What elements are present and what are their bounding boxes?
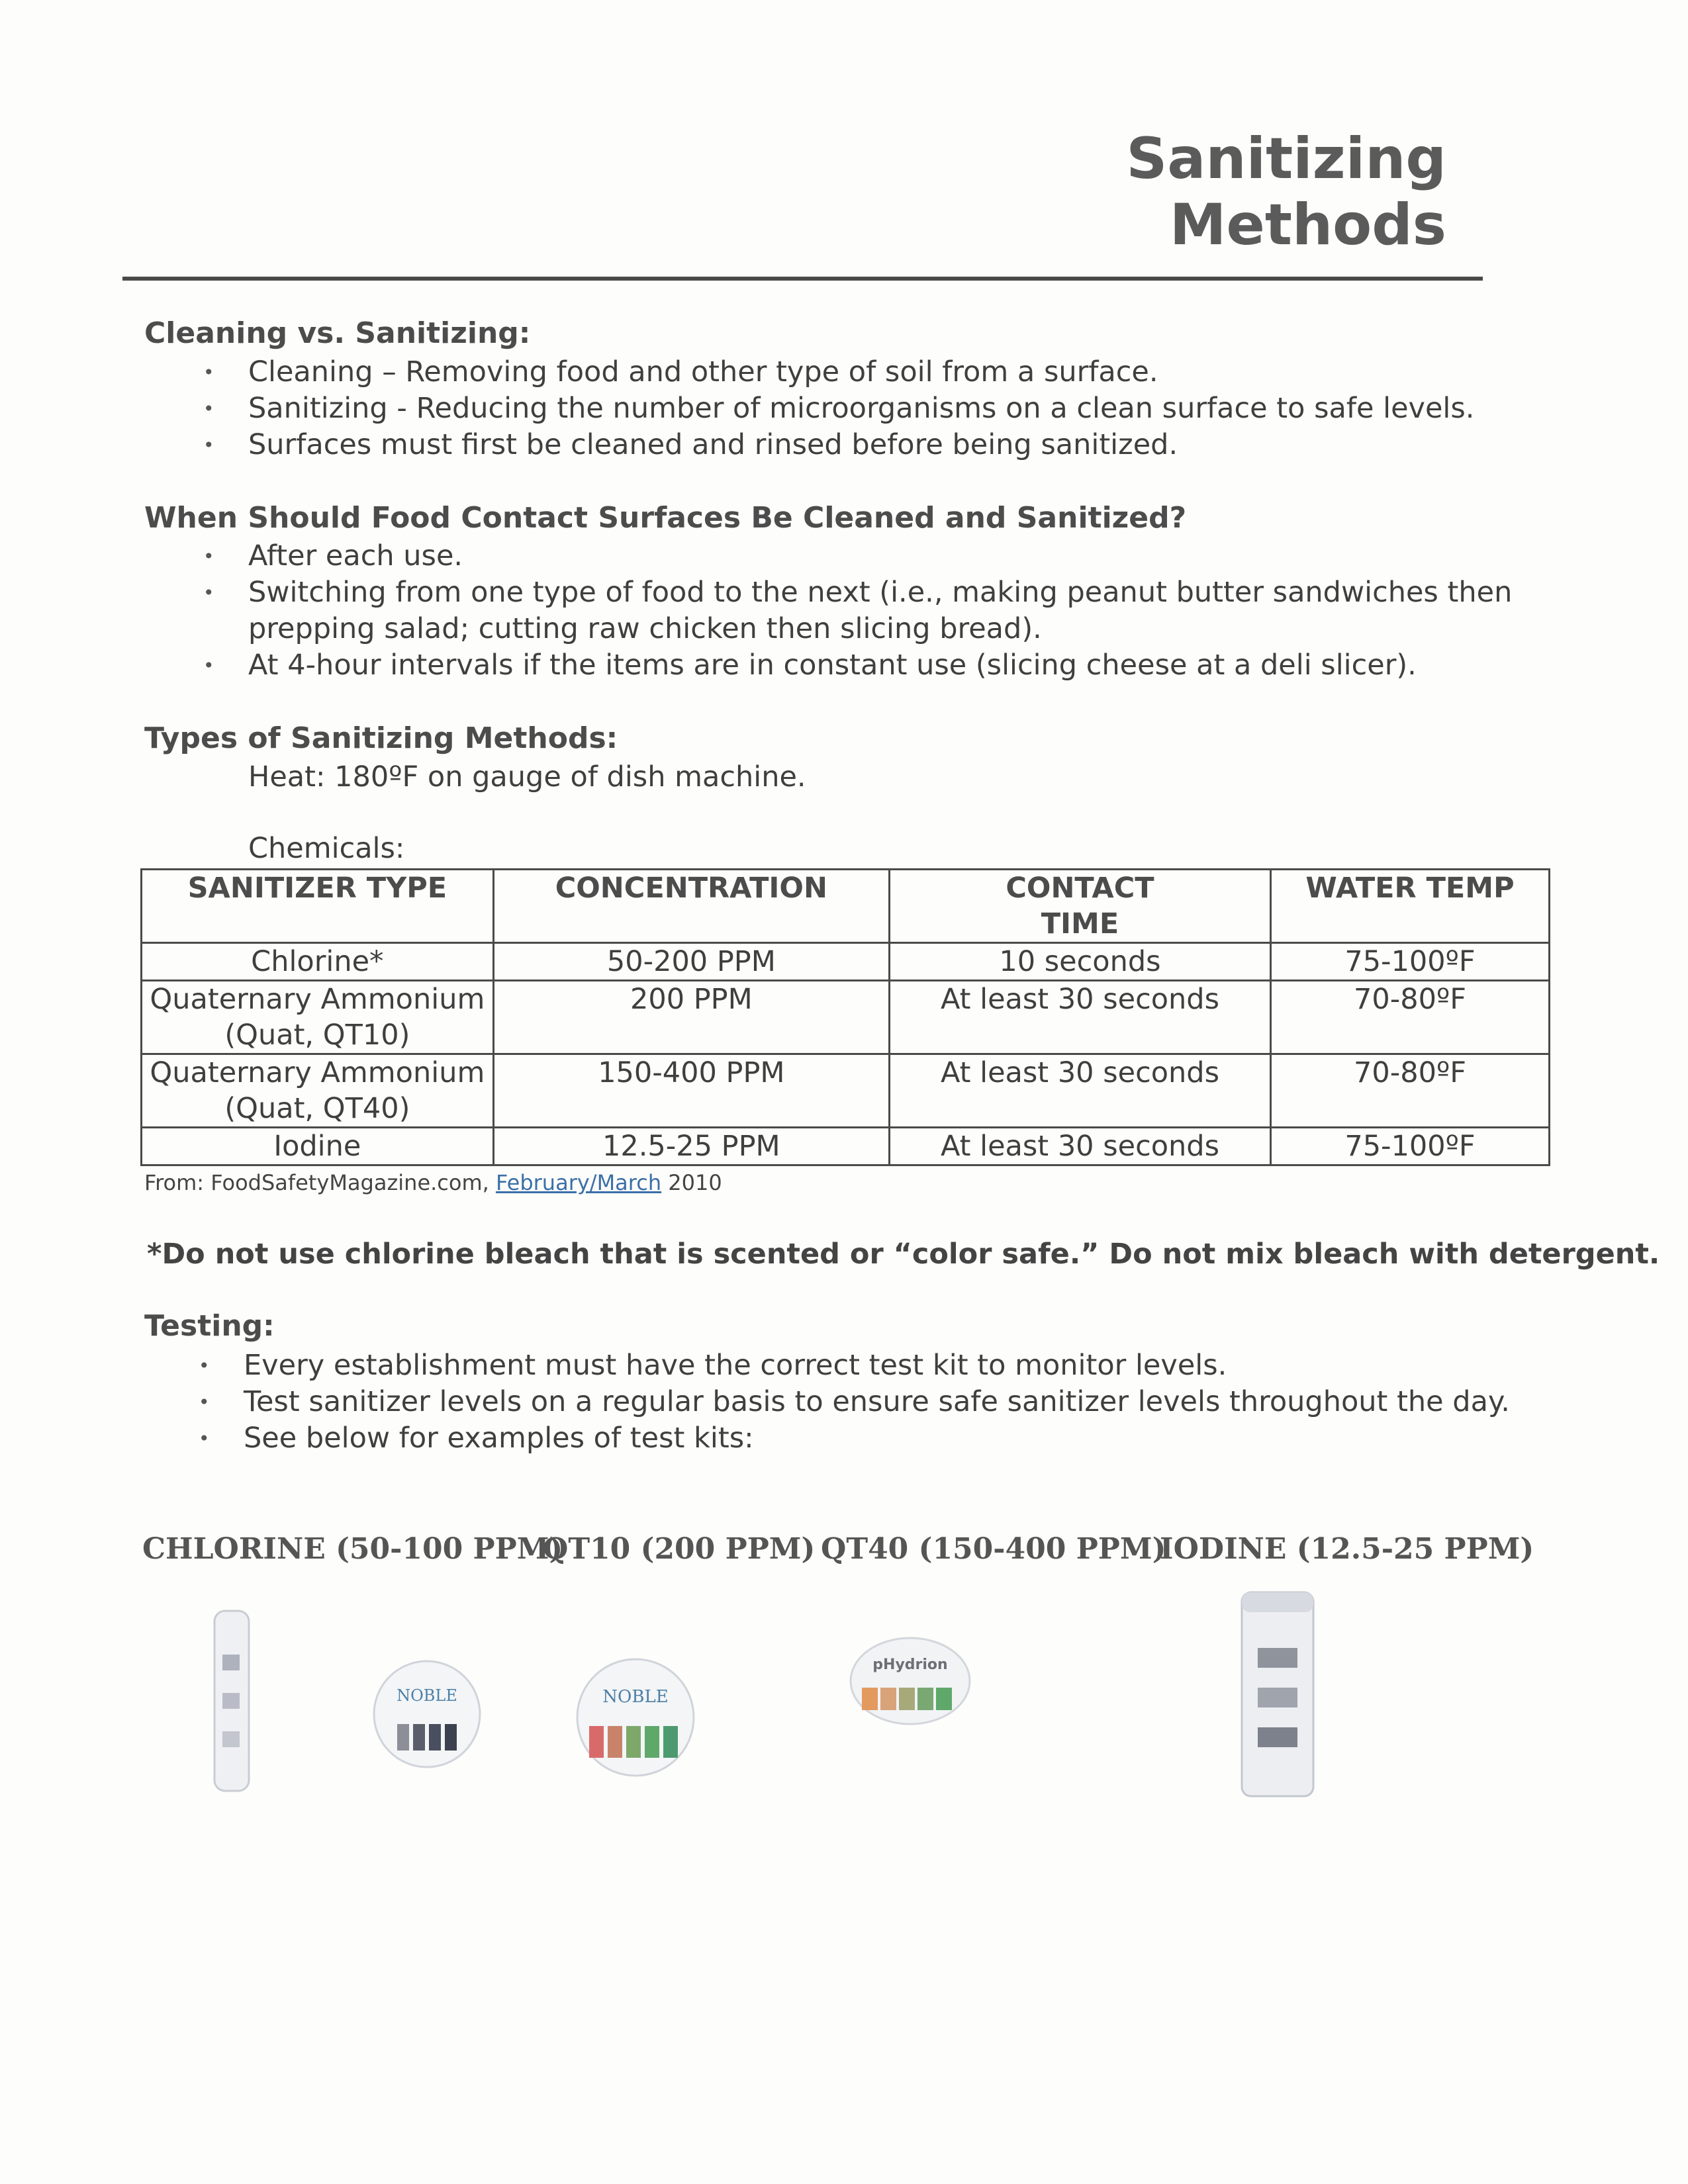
cell-contact-time: At least 30 seconds — [889, 1128, 1270, 1165]
chemicals-label: Chemicals: — [248, 832, 405, 865]
qt40-test-kit-image — [569, 1655, 702, 1787]
cell-type: Chlorine* — [142, 943, 494, 981]
iodine-test-vial-image — [1238, 1588, 1317, 1800]
cell-contact-time: At least 30 seconds — [889, 1054, 1270, 1128]
list-item: • After each use. — [203, 539, 463, 572]
header-contact-time: CONTACT TIME — [889, 870, 1270, 943]
table-row — [142, 981, 1550, 1054]
source-link[interactable]: February/March — [495, 1170, 662, 1195]
list-item: • Cleaning – Removing food and other type of soil from a surface. — [203, 355, 1158, 388]
kit-label-qt10: QT10 (200 PPM) — [543, 1532, 816, 1566]
noble-logo-text: NOBLE — [397, 1686, 457, 1705]
list-item: • Switching from one type of food to the next (i.e., making peanut butter sandwiches then — [203, 576, 1513, 609]
table-row — [142, 1054, 1550, 1128]
list-item: • Sanitizing - Reducing the number of microorganisms on a clean surface to safe levels. — [203, 392, 1475, 425]
cleaning-list — [203, 354, 1475, 463]
list-item: • At 4-hour intervals if the items are in constant use (slicing cheese at a deli slicer). — [203, 649, 1417, 682]
cell-water-temp: 75-100ºF — [1271, 1128, 1550, 1165]
heat-method: Heat: 180ºF on gauge of dish machine. — [248, 760, 806, 794]
cell-water-temp: 75-100ºF — [1271, 943, 1550, 981]
section-heading-testing: Testing: — [144, 1309, 275, 1343]
cell-concentration: 12.5-25 PPM — [493, 1128, 889, 1165]
section-heading-methods: Types of Sanitizing Methods: — [144, 721, 618, 755]
cell-water-temp: 70-80ºF — [1271, 981, 1550, 1054]
chlorine-test-vial-image — [212, 1608, 252, 1794]
sanitizer-table — [140, 868, 1550, 1166]
cell-type: Quaternary Ammonium (Quat, QT40) — [142, 1054, 494, 1128]
source-citation: From: FoodSafetyMagazine.com, February/March 2010 — [144, 1170, 722, 1195]
list-item: • See below for examples of test kits: — [199, 1422, 754, 1455]
header-sanitizer-type: SANITIZER TYPE — [142, 870, 494, 943]
kit-label-iodine: IODINE (12.5-25 PPM) — [1160, 1532, 1534, 1566]
table-row — [142, 1128, 1550, 1165]
list-item: • Surfaces must first be cleaned and rinsed before being sanitized. — [203, 428, 1178, 461]
testing-list — [199, 1347, 1510, 1457]
hydrion-test-kit-image — [847, 1635, 973, 1734]
section-heading-when: When Should Food Contact Surfaces Be Cleaned and Sanitized? — [144, 501, 1187, 535]
cell-concentration: 50-200 PPM — [493, 943, 889, 981]
cell-concentration: 200 PPM — [493, 981, 889, 1054]
list-item-continued: prepping salad; cutting raw chicken then slicing bread). — [248, 612, 1042, 645]
table-row — [142, 943, 1550, 981]
list-item: • Every establishment must have the correct test kit to monitor levels. — [199, 1349, 1227, 1382]
table-header-row — [142, 870, 1550, 943]
cell-concentration: 150-400 PPM — [493, 1054, 889, 1128]
list-item: • Test sanitizer levels on a regular basis to ensure safe sanitizer levels throughout the day. — [199, 1385, 1510, 1418]
hydrion-logo-text: pHydrion — [872, 1657, 948, 1673]
page-title — [1126, 126, 1446, 258]
title-divider — [122, 277, 1483, 281]
cell-contact-time: At least 30 seconds — [889, 981, 1270, 1054]
title-line-1: Sanitizing — [1126, 126, 1446, 192]
noble-logo-text-2: NOBLE — [602, 1687, 669, 1707]
title-line-2: Methods — [1169, 192, 1446, 258]
kit-label-qt40: QT40 (150-400 PPM) — [821, 1532, 1166, 1566]
cell-contact-time: 10 seconds — [889, 943, 1270, 981]
header-concentration: CONCENTRATION — [493, 870, 889, 943]
cell-type: Quaternary Ammonium (Quat, QT10) — [142, 981, 494, 1054]
cell-type: Iodine — [142, 1128, 494, 1165]
bleach-warning: *Do not use chlorine bleach that is scented or “color safe.” Do not mix bleach with detergent. — [147, 1238, 1660, 1271]
kit-label-chlorine: CHLORINE (50-100 PPM) — [142, 1532, 563, 1566]
header-water-temp: WATER TEMP — [1271, 870, 1550, 943]
section-heading-cleaning: Cleaning vs. Sanitizing: — [144, 316, 531, 350]
when-list — [203, 538, 1513, 684]
cell-water-temp: 70-80ºF — [1271, 1054, 1550, 1128]
qt10-test-kit-image — [371, 1658, 483, 1770]
